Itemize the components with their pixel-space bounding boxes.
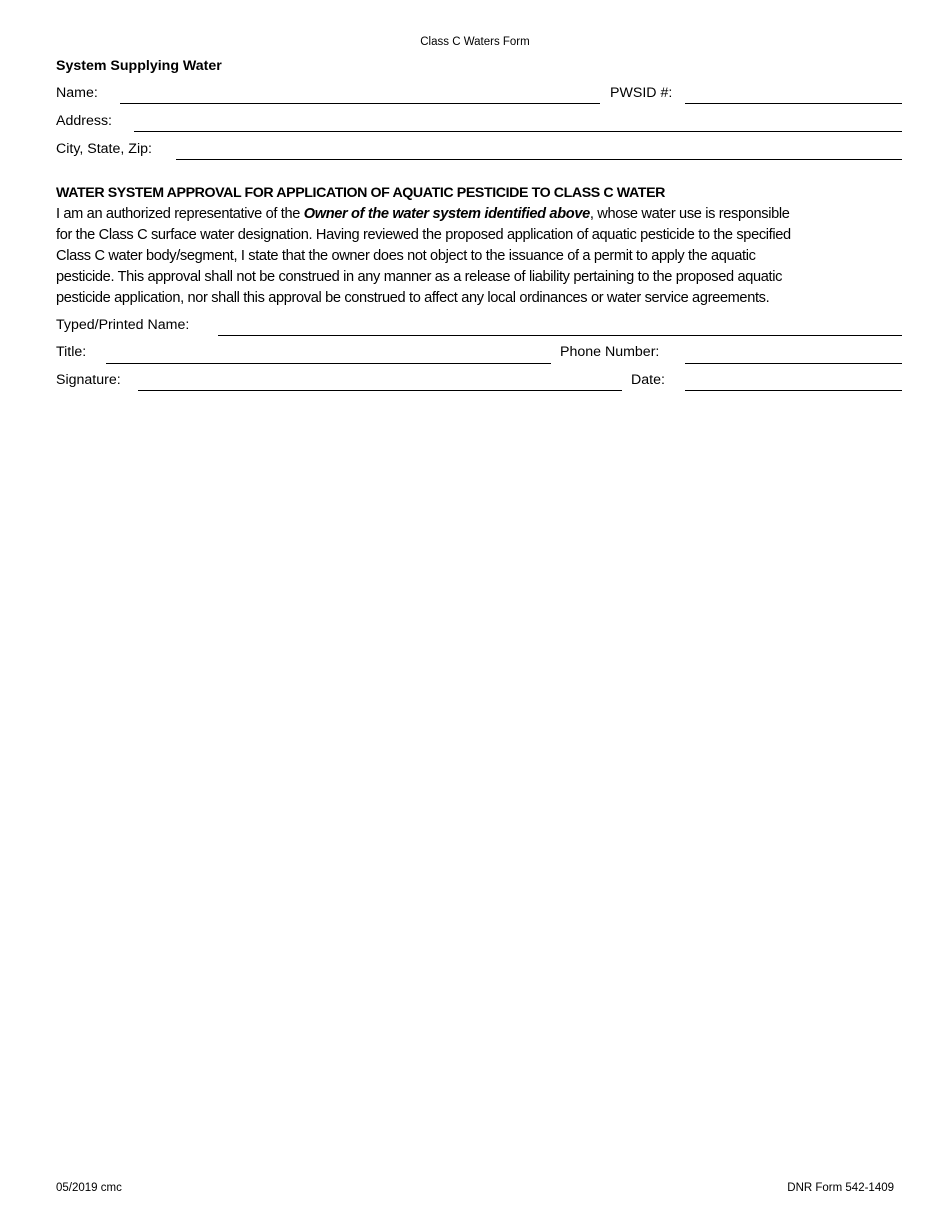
title-field[interactable] bbox=[106, 363, 551, 364]
signature-label: Signature: bbox=[56, 372, 121, 388]
date-label: Date: bbox=[631, 372, 665, 388]
form-header: Class C Waters Form bbox=[420, 36, 530, 48]
address-label: Address: bbox=[56, 113, 112, 129]
approval-text-line: Class C water body/segment, I state that the owner does not object to the issuance of a permit to apply the aquatic bbox=[56, 248, 756, 264]
name-field[interactable] bbox=[120, 103, 600, 104]
text-segment: , whose water use is responsible bbox=[589, 206, 790, 222]
approval-heading: WATER SYSTEM APPROVAL FOR APPLICATION OF AQUATIC PESTICIDE TO CLASS C WATER bbox=[56, 185, 665, 201]
city-state-zip-field[interactable] bbox=[176, 159, 902, 160]
approval-text-line: pesticide application, nor shall this approval be construed to affect any local ordinances or water service agreements. bbox=[56, 290, 770, 306]
date-field[interactable] bbox=[685, 390, 902, 391]
approval-text-line: pesticide. This approval shall not be construed in any manner as a release of liability pertaining to the proposed aquatic bbox=[56, 269, 783, 285]
footer-date: 05/2019 cmc bbox=[56, 1182, 122, 1194]
typed-name-field[interactable] bbox=[218, 335, 902, 336]
section-title: System Supplying Water bbox=[56, 58, 222, 74]
pwsid-label: PWSID #: bbox=[610, 85, 673, 101]
typed-name-label: Typed/Printed Name: bbox=[56, 317, 190, 333]
footer-form-number: DNR Form 542-1409 bbox=[787, 1182, 894, 1194]
owner-emphasis: Owner of the water system identified above bbox=[303, 206, 590, 222]
pwsid-field[interactable] bbox=[685, 103, 902, 104]
city-state-zip-label: City, State, Zip: bbox=[56, 141, 152, 157]
text-segment: I am an authorized representative of the bbox=[56, 206, 304, 222]
title-label: Title: bbox=[56, 344, 87, 360]
approval-text-line: for the Class C surface water designation. Having reviewed the proposed application of aquatic pesticide to the specified bbox=[56, 227, 791, 243]
phone-field[interactable] bbox=[685, 363, 902, 364]
signature-field[interactable] bbox=[138, 390, 622, 391]
approval-text-line bbox=[56, 205, 790, 223]
address-field[interactable] bbox=[134, 131, 902, 132]
name-label: Name: bbox=[56, 85, 98, 101]
phone-label: Phone Number: bbox=[560, 344, 660, 360]
